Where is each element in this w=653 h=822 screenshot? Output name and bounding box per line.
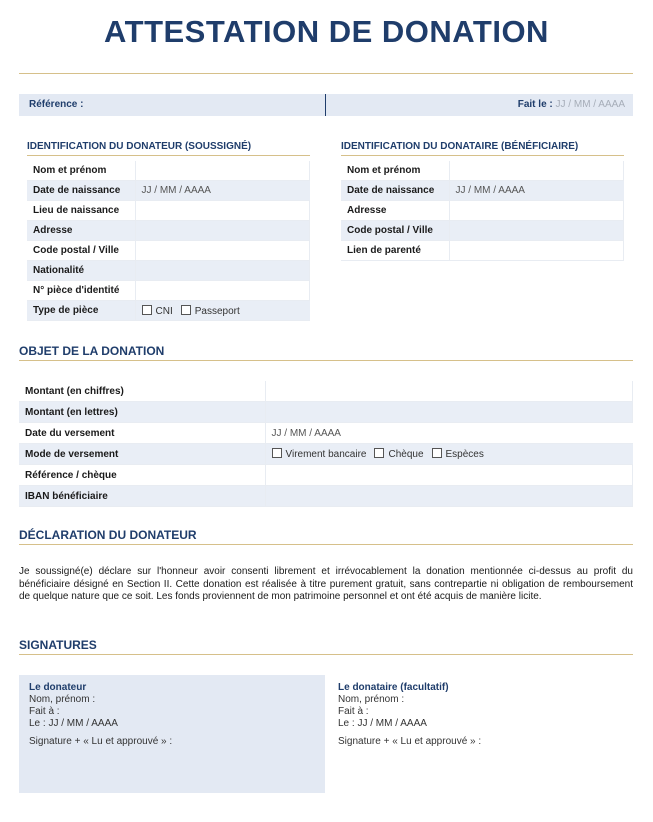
signatures-heading: SIGNATURES [19,638,97,652]
declaration-heading: DÉCLARATION DU DONATEUR [19,528,197,542]
field-label: Date du versement [19,423,265,444]
form-row [27,261,310,281]
field-value[interactable] [135,281,310,301]
field-value[interactable] [449,161,624,181]
form-row [27,301,310,321]
date-field[interactable] [518,99,625,110]
donee-divider [341,155,624,156]
field-label: Date de naissance [341,181,449,201]
field-label: Mode de versement [19,444,265,465]
object-divider [19,360,633,361]
field-value[interactable] [135,201,310,221]
field-label: Adresse [27,221,135,241]
object-heading: OBJET DE LA DONATION [19,344,165,358]
field-value[interactable] [265,465,633,486]
donee-table [341,161,624,261]
checkbox[interactable] [142,305,152,315]
checkbox[interactable] [272,448,282,458]
form-row [27,221,310,241]
field-value[interactable] [449,221,624,241]
document-title: ATTESTATION DE DONATION [104,14,549,49]
date-placeholder: JJ / MM / AAAA [555,99,625,110]
title-divider [19,73,633,74]
field-label: Date de naissance [27,181,135,201]
form-row [27,181,310,201]
field-value[interactable] [135,221,310,241]
donor-signature-line: Signature + « Lu et approuvé » : [29,736,173,747]
checkbox-option[interactable] [181,306,240,317]
field-value[interactable]: JJ / MM / AAAA [135,181,310,201]
donee-signature-name: Nom, prénom : [338,694,405,705]
form-row [341,221,624,241]
field-label: Nom et prénom [27,161,135,181]
form-row [341,181,624,201]
field-value[interactable] [135,241,310,261]
field-value[interactable]: JJ / MM / AAAA [265,423,633,444]
form-row [341,241,624,261]
donor-table [27,161,310,321]
checkbox-option[interactable] [374,449,423,460]
form-row [27,201,310,221]
field-label: Code postal / Ville [341,221,449,241]
donor-signature-date: Le : JJ / MM / AAAA [29,718,118,729]
declaration-divider [19,544,633,545]
form-row [19,402,633,423]
donee-signature-block [338,682,481,748]
field-label: Code postal / Ville [27,241,135,261]
field-label: Montant (en chiffres) [19,381,265,402]
form-row [27,281,310,301]
field-label: Lien de parenté [341,241,449,261]
field-label: Lieu de naissance [27,201,135,221]
form-row [19,465,633,486]
date-label: Fait le : [517,99,553,110]
donee-signature-title: Le donataire (facultatif) [338,682,449,693]
checkbox[interactable] [432,448,442,458]
checkbox-label: Virement bancaire [285,449,367,460]
checkbox[interactable] [181,305,191,315]
field-label: N° pièce d'identité [27,281,135,301]
form-row [341,201,624,221]
form-row [27,241,310,261]
field-label: Montant (en lettres) [19,402,265,423]
field-value[interactable] [135,261,310,281]
form-row [27,161,310,181]
donee-signature-date: Le : JJ / MM / AAAA [338,718,427,729]
checkbox-label: CNI [155,305,173,317]
reference-separator [325,94,326,116]
checkbox-label: Chèque [388,449,424,460]
form-row [19,423,633,444]
reference-bar [19,94,633,116]
field-label: IBAN bénéficiaire [19,486,265,507]
field-value[interactable] [265,486,633,507]
checkbox-option[interactable] [142,306,173,317]
checkbox-option[interactable] [272,449,367,460]
checkbox[interactable] [374,448,384,458]
field-label: Adresse [341,201,449,221]
reference-label: Référence : [29,99,84,110]
field-value[interactable] [449,201,624,221]
field-value[interactable] [135,161,310,181]
donor-signature-block [29,682,172,748]
field-value[interactable] [265,381,633,402]
field-value[interactable] [449,241,624,261]
form-row [19,444,633,465]
donor-divider [27,155,310,156]
donee-signature-place: Fait à : [338,706,369,717]
donor-signature-title: Le donateur [29,682,87,693]
field-label: Type de pièce [27,301,135,321]
object-table [19,381,633,507]
donor-heading: IDENTIFICATION DU DONATEUR (SOUSSIGNÉ) [27,141,252,152]
checkbox-label: Espèces [445,449,484,460]
form-row [19,381,633,402]
field-label: Référence / chèque [19,465,265,486]
signatures-divider [19,654,633,655]
donor-signature-name: Nom, prénom : [29,694,96,705]
field-value[interactable] [265,444,633,465]
field-value[interactable] [265,402,633,423]
checkbox-label: Passeport [194,305,240,317]
checkbox-option[interactable] [432,449,484,460]
donee-heading: IDENTIFICATION DU DONATAIRE (BÉNÉFICIAIRE) [341,141,579,152]
donee-signature-line: Signature + « Lu et approuvé » : [338,736,482,747]
form-row [341,161,624,181]
field-label: Nationalité [27,261,135,281]
field-value[interactable]: JJ / MM / AAAA [449,181,624,201]
field-value[interactable] [135,301,310,321]
donor-signature-place: Fait à : [29,706,60,717]
form-row [19,486,633,507]
field-label: Nom et prénom [341,161,449,181]
declaration-text: Je soussigné(e) déclare sur l'honneur avoir consenti librement et irrévocablement la donation mentionnée ci-dessus au profit du bénéficiaire désigné en Section II. Cette donation est réalisée à titre purement gratuit, sans contrepartie ni obligation de remboursement de quelque nature que ce soit. Les fonds proviennent de mon patrimoine personnel et ont été acquis de manière licite. [19,566,633,602]
